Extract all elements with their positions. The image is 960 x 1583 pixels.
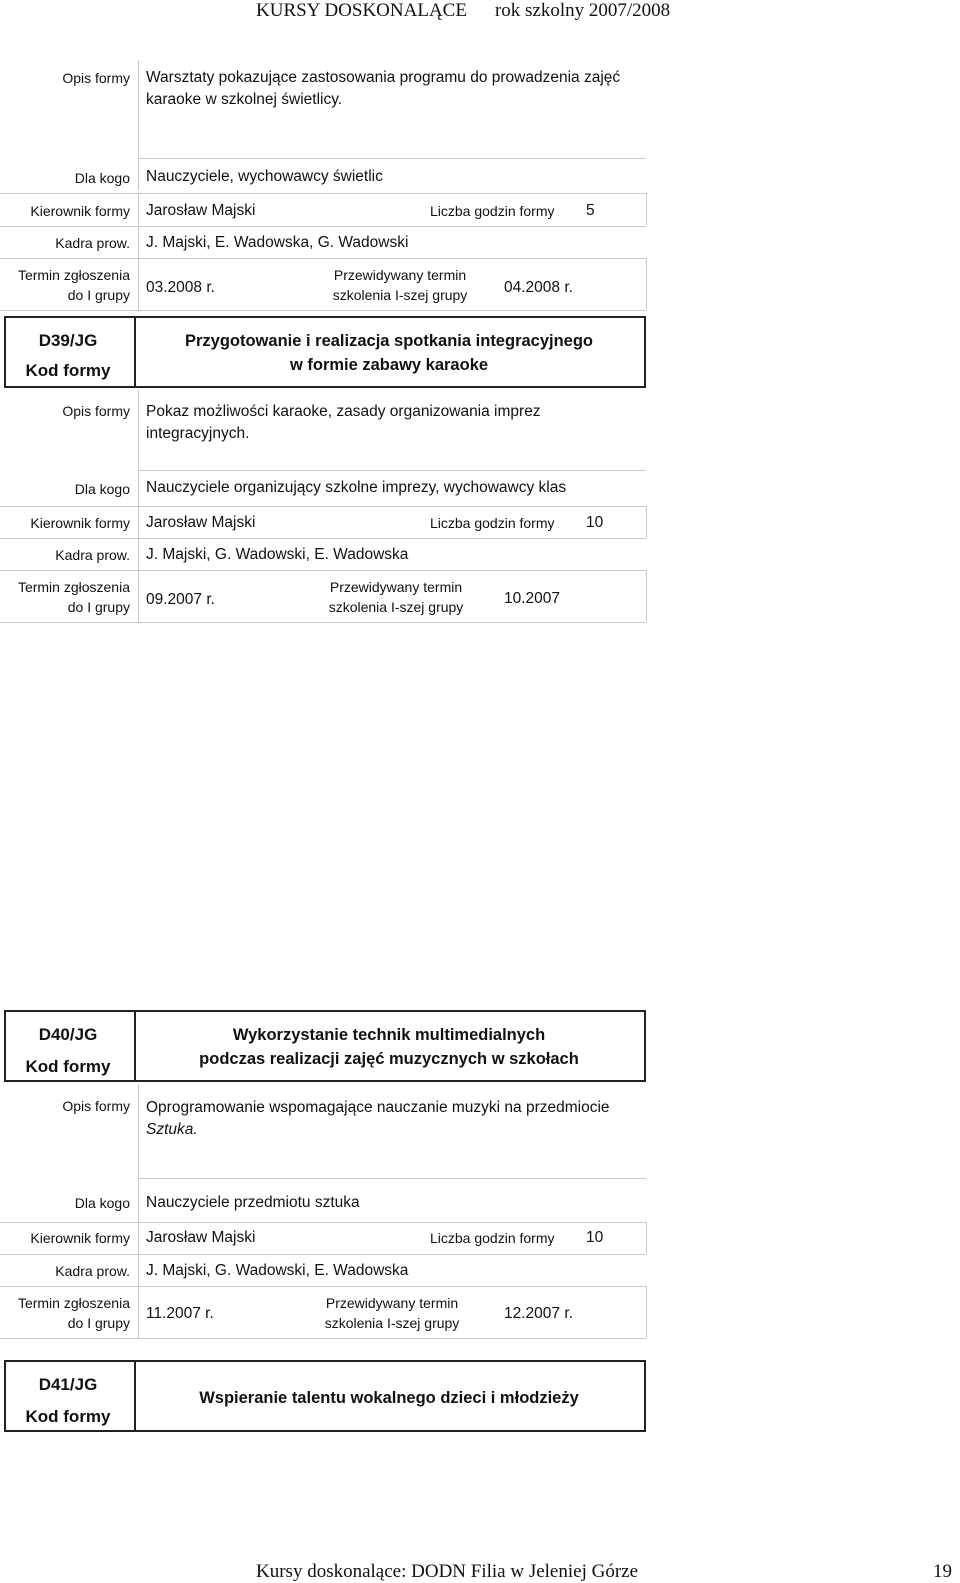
row-divider [138,158,646,159]
column-divider [138,1286,139,1338]
column-divider [138,60,139,160]
termin-value: 11.2007 r. [146,1305,214,1322]
course-code: D41/JG [38,1375,98,1394]
kadra-label: Kadra prow. [55,1263,130,1279]
row-divider [0,1254,646,1255]
column-divider [138,258,139,310]
przewidywany-value: 04.2008 r. [504,279,573,296]
kod-formy-label: Kod formy [25,1057,111,1076]
liczba-value: 5 [586,202,595,219]
column-divider [138,158,139,190]
column-divider [138,506,139,538]
opis-label: Opis formy [62,70,130,86]
opis-label: Opis formy [62,403,130,419]
row-divider [138,1178,646,1179]
column-divider [646,1222,647,1254]
dla-kogo-label: Dla kogo [74,170,130,186]
column-divider [646,570,647,622]
column-divider [138,570,139,622]
przewidywany-label-line-1: Przewidywany termin [329,579,463,595]
kierownik-label: Kierownik formy [30,515,130,531]
kadra-value: J. Majski, G. Wadowski, E. Wadowska [146,546,409,563]
column-divider [646,506,647,538]
termin-label-line-1: Termin zgłoszenia [17,579,130,595]
liczba-value: 10 [586,514,604,531]
termin-label-line-1: Termin zgłoszenia [17,267,130,283]
row-divider [0,570,646,571]
dla-kogo-label: Dla kogo [74,481,130,497]
header-divider [134,1010,136,1082]
kadra-value: J. Majski, G. Wadowski, E. Wadowska [146,1262,409,1279]
opis-line-2: karaoke w szkolnej świetlicy. [146,91,343,108]
kadra-label: Kadra prow. [55,235,130,251]
column-divider [138,1222,139,1254]
dla-kogo-value: Nauczyciele, wychowawcy świetlic [146,168,383,185]
przewidywany-label-line-1: Przewidywany termin [333,267,467,283]
kadra-label: Kadra prow. [55,547,130,563]
kod-formy-label: Kod formy [25,1407,111,1426]
column-divider [138,538,139,570]
row-divider [0,226,646,227]
course-code: D39/JG [38,331,98,350]
opis-line-1: Pokaz możliwości karaoke, zasady organizowania imprez [146,403,541,420]
page-number: 19 [933,1561,952,1582]
opis-line-1: Oprogramowanie wspomagające nauczanie muzyki na przedmiocie [146,1099,610,1116]
kierownik-value: Jarosław Majski [146,1229,256,1246]
liczba-label: Liczba godzin formy [430,1230,555,1246]
column-divider [138,226,139,258]
row-divider [0,193,646,194]
kierownik-value: Jarosław Majski [146,202,256,219]
kod-formy-label: Kod formy [25,361,111,380]
termin-label-line-1: Termin zgłoszenia [17,1295,130,1311]
row-divider [0,622,646,623]
course-title-line-2: podczas realizacji zajęć muzycznych w szkołach [199,1050,579,1068]
row-divider [0,1222,646,1223]
przewidywany-label-line-2: szkolenia I-szej grupy [328,599,464,615]
kierownik-value: Jarosław Majski [146,514,256,531]
kierownik-label: Kierownik formy [30,203,130,219]
liczba-label: Liczba godzin formy [430,203,555,219]
column-divider [646,258,647,310]
przewidywany-label-line-2: szkolenia I-szej grupy [324,1315,460,1331]
przewidywany-label-line-2: szkolenia I-szej grupy [332,287,468,303]
row-divider [0,1286,646,1287]
termin-label-line-2: do I grupy [67,599,130,615]
course-code: D40/JG [38,1025,98,1044]
column-divider [138,470,139,506]
row-divider [0,506,646,507]
column-divider [138,193,139,225]
opis-line-2: integracyjnych. [146,425,250,442]
termin-label-line-2: do I grupy [67,1315,130,1331]
header-divider [134,316,136,388]
przewidywany-label-line-1: Przewidywany termin [325,1295,459,1311]
header-title: KURSY DOSKONALĄCE [256,0,467,21]
liczba-label: Liczba godzin formy [430,515,555,531]
kierownik-label: Kierownik formy [30,1230,130,1246]
termin-label-line-2: do I grupy [67,287,130,303]
page-footer: Kursy doskonalące: DODN Filia w Jeleniej Górze [256,1561,639,1582]
course-title-line-1: Wykorzystanie technik multimedialnych [232,1026,546,1044]
dla-kogo-value: Nauczyciele organizujący szkolne imprezy, wychowawcy klas [146,479,567,496]
column-divider [646,1286,647,1338]
dla-kogo-label: Dla kogo [74,1195,130,1211]
column-divider [646,193,647,225]
opis-label: Opis formy [62,1098,130,1114]
column-divider [138,1178,139,1222]
opis-line-2: Sztuka. [146,1121,198,1138]
opis-line-1: Warsztaty pokazujące zastosowania programu do prowadzenia zajęć [146,69,621,86]
page-header [256,0,670,22]
row-divider [0,258,646,259]
row-divider [0,538,646,539]
kadra-value: J. Majski, E. Wadowska, G. Wadowski [146,234,409,251]
liczba-value: 10 [586,1229,604,1246]
course-title-line-1: Wspieranie talentu wokalnego dzieci i młodzieży [199,1389,579,1407]
header-school-year: rok szkolny 2007/2008 [494,0,671,21]
termin-value: 09.2007 r. [146,591,215,608]
termin-value: 03.2008 r. [146,279,215,296]
row-divider [138,470,646,471]
row-divider [0,1338,646,1339]
przewidywany-value: 10.2007 [504,590,561,607]
row-divider [0,310,646,311]
dla-kogo-value: Nauczyciele przedmiotu sztuka [146,1194,360,1211]
column-divider [138,1254,139,1286]
course-title-line-2: w formie zabawy karaoke [289,356,489,374]
column-divider [138,390,139,472]
course-title-line-1: Przygotowanie i realizacja spotkania integracyjnego [184,332,594,350]
column-divider [138,1084,139,1178]
przewidywany-value: 12.2007 r. [504,1305,573,1322]
